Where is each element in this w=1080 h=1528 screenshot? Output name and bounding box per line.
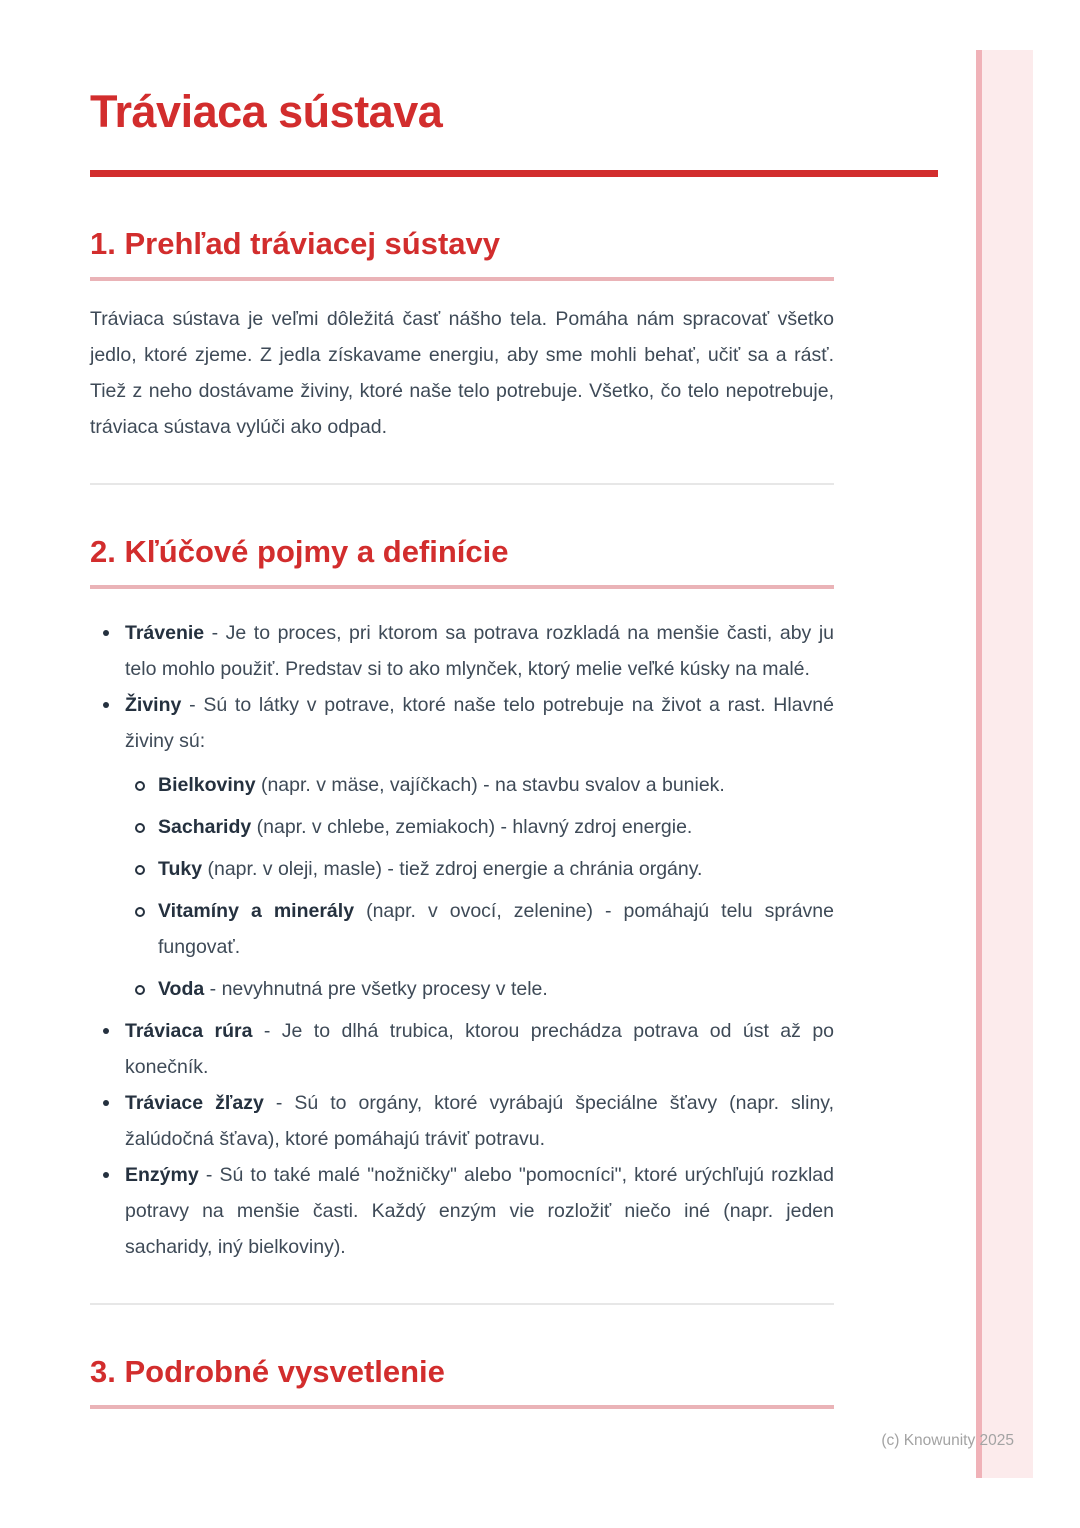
section-2-heading: 2. Kľúčové pojmy a definície: [90, 534, 509, 569]
term-definition: - Sú to také malé "nožničky" alebo "pomocníci", ktoré urýchľujú rozklad potravy na menšie časti. Každý enzým vie rozložiť niečo iné (napr. jeden sacharidy, iný bielkoviny).: [125, 1164, 834, 1258]
term-label: Živiny: [125, 694, 182, 716]
sublist-item-text: [158, 767, 834, 803]
sublist-item: [125, 851, 834, 887]
section-key-terms: [90, 533, 950, 1265]
circle-bullet-icon: [135, 823, 145, 833]
circle-bullet-icon: [135, 907, 145, 917]
term-label: Enzýmy: [125, 1164, 199, 1186]
list-item-text: [125, 687, 834, 759]
overview-paragraph: Tráviaca sústava je veľmi dôležitá časť nášho tela. Pomáha nám spracovať všetko jedlo, ktoré zjeme. Z jedla získavame energiu, aby sme mohli behať, učiť sa a rásť. Tiež z neho dostávame živiny, ktoré naše telo potrebuje. Všetko, čo telo nepotrebuje, tráviaca sústava vylúči ako odpad.: [90, 308, 834, 438]
document-content: [90, 0, 950, 1409]
sublist-item-text: [158, 809, 834, 845]
key-terms-list: [90, 615, 834, 1265]
nutrients-sublist: [125, 767, 834, 1007]
heading-underline: [90, 585, 834, 589]
term-definition: (napr. v oleji, masle) - tiež zdroj energie a chránia orgány.: [202, 858, 703, 880]
circle-bullet-icon: [135, 865, 145, 875]
term-label: Vitamíny a minerály: [158, 900, 355, 922]
sublist-item: [125, 893, 834, 965]
term-definition: (napr. v ovocí, zelenine) - pomáhajú telu správne fungovať.: [158, 900, 835, 958]
list-item-text: [125, 1157, 834, 1265]
term-label: Trávenie: [125, 622, 205, 644]
term-definition: - Je to dlhá trubica, ktorou prechádza potrava od úst až po konečník.: [125, 1020, 835, 1078]
list-item-text: [125, 1013, 834, 1085]
section-details: [90, 1353, 950, 1409]
term-definition: (napr. v chlebe, zemiakoch) - hlavný zdroj energie.: [251, 816, 693, 838]
list-item-text: [125, 1085, 834, 1157]
heading-underline: [90, 277, 834, 281]
list-item-text: [125, 615, 834, 687]
circle-bullet-icon: [135, 985, 145, 995]
bullet-icon: [103, 1172, 109, 1178]
page-edge-stripe: [976, 50, 1033, 1478]
list-item: [90, 1157, 834, 1265]
term-label: Tráviace žľazy: [125, 1092, 264, 1114]
term-definition: - Je to proces, pri ktorom sa potrava rozkladá na menšie časti, aby ju telo mohlo použiť. Predstav si to ako mlynček, ktorý melie veľké kúsky na malé.: [125, 622, 834, 680]
list-item: [90, 615, 834, 687]
page-title: Tráviaca sústava: [90, 86, 443, 137]
section-divider: [90, 1303, 834, 1305]
sublist-item-text: [158, 851, 834, 887]
sublist-item: [125, 809, 834, 845]
term-label: Bielkoviny: [158, 774, 256, 796]
bullet-icon: [103, 630, 109, 636]
bullet-icon: [103, 1028, 109, 1034]
term-definition: - nevyhnutná pre všetky procesy v tele.: [204, 978, 548, 1000]
sublist-item: [125, 767, 834, 803]
bullet-icon: [103, 1100, 109, 1106]
section-divider: [90, 483, 834, 485]
sublist-item-text: [158, 893, 834, 965]
bullet-icon: [103, 702, 109, 708]
term-definition: (napr. v mäse, vajíčkach) - na stavbu svalov a buniek.: [255, 774, 725, 796]
term-label: Tráviaca rúra: [125, 1020, 253, 1042]
section-1-heading: 1. Prehľad tráviacej sústavy: [90, 226, 501, 261]
term-label: Voda: [158, 978, 205, 1000]
term-label: Sacharidy: [158, 816, 252, 838]
section-3-heading: 3. Podrobné vysvetlenie: [90, 1354, 445, 1389]
circle-bullet-icon: [135, 781, 145, 791]
term-definition: - Sú to orgány, ktoré vyrábajú špeciálne šťavy (napr. sliny, žalúdočná šťava), ktoré pomáhajú tráviť potravu.: [125, 1092, 835, 1150]
term-label: Tuky: [158, 858, 203, 880]
heading-underline: [90, 1405, 834, 1409]
copyright-watermark: (c) Knowunity 2025: [881, 1432, 1014, 1449]
sublist-item-text: [158, 971, 834, 1007]
sublist-item: [125, 971, 834, 1007]
title-rule: [90, 170, 938, 177]
section-overview: [90, 225, 950, 445]
term-definition: - Sú to látky v potrave, ktoré naše telo potrebuje na život a rast. Hlavné živiny sú:: [125, 694, 834, 752]
list-item: [90, 1013, 834, 1085]
list-item: [90, 687, 834, 1007]
list-item: [90, 1085, 834, 1157]
